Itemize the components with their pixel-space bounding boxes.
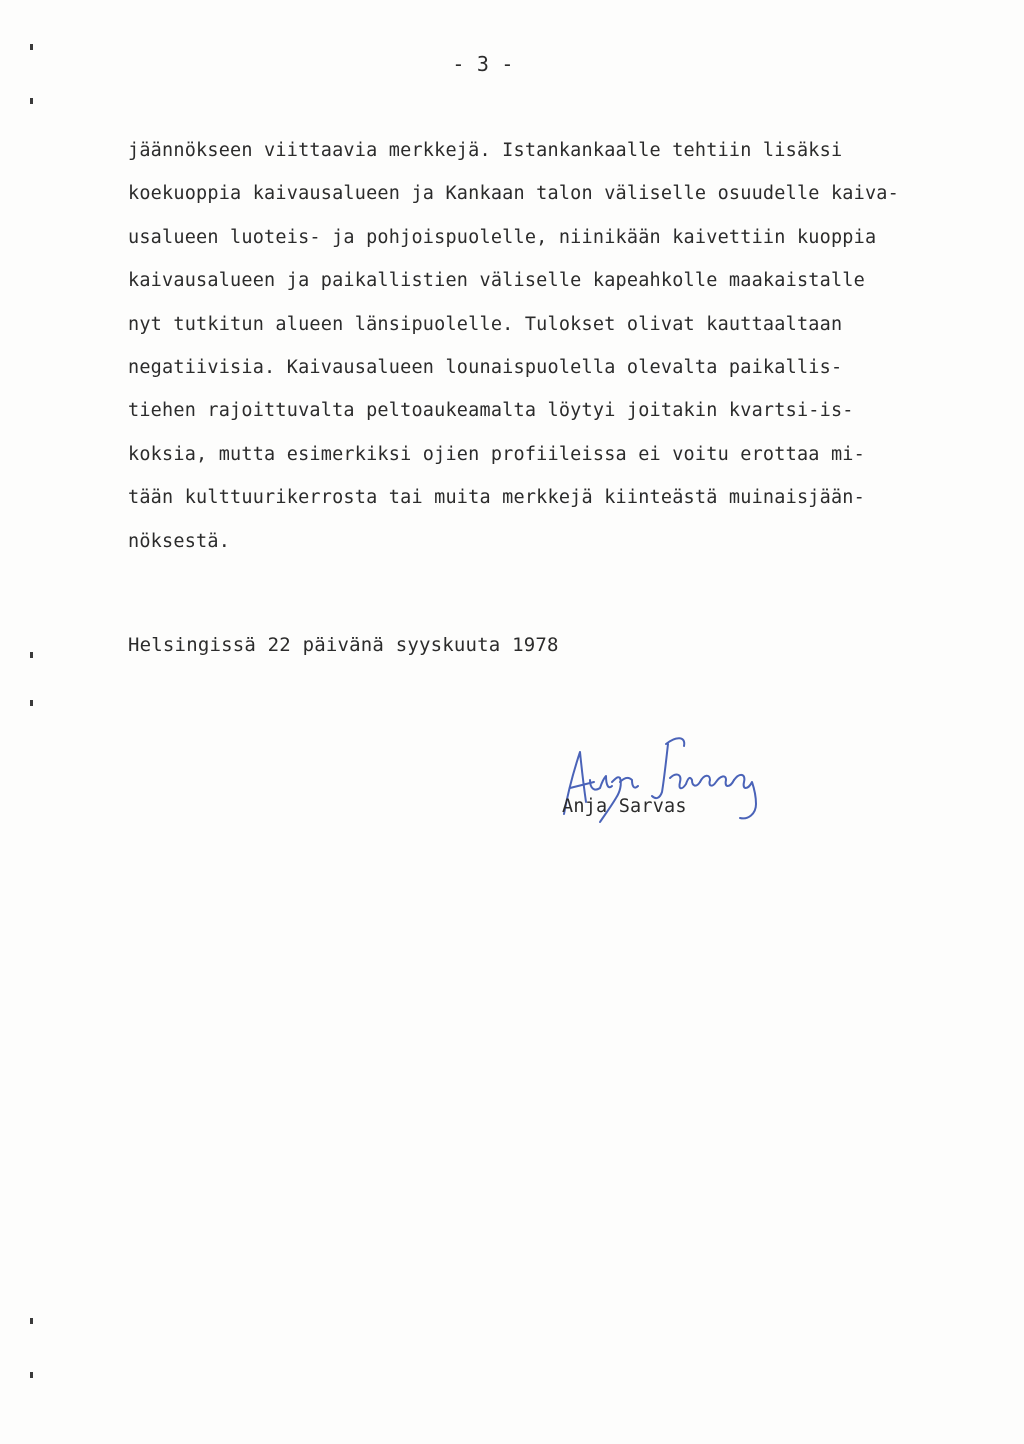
margin-mark — [30, 1372, 33, 1378]
margin-mark — [30, 98, 33, 104]
margin-mark — [30, 44, 33, 50]
signer-typed-name: Anja Sarvas — [562, 796, 687, 817]
place-and-date: Helsingissä 22 päivänä syyskuuta 1978 — [128, 634, 559, 656]
margin-mark — [30, 1318, 33, 1324]
handwritten-signature — [520, 722, 800, 842]
margin-mark — [30, 700, 33, 706]
body-line: koksia, mutta esimerkiksi ojien profiileissa ei voitu erottaa mi- — [128, 443, 865, 465]
body-line: jäännökseen viittaavia merkkejä. Istankankaalle tehtiin lisäksi — [128, 140, 843, 161]
body-line: usalueen luoteis- ja pohjoispuolelle, niinikään kaivettiin kuoppia — [128, 226, 877, 248]
body-text — [128, 138, 988, 572]
body-line: nöksestä. — [128, 530, 231, 552]
body-line: tiehen rajoittuvalta peltoaukeamalta löytyi joitakin kvartsi-is- — [128, 400, 854, 422]
body-line: tään kulttuurikerrosta tai muita merkkejä kiinteästä muinaisjään- — [128, 487, 865, 509]
margin-mark — [30, 652, 33, 658]
signature-block — [520, 722, 800, 842]
body-line: kaivausalueen ja paikallistien väliselle kapeahkolle maakaistalle — [128, 270, 865, 292]
page-number: - 3 - — [452, 52, 514, 76]
body-line: nyt tutkitun alueen länsipuolelle. Tulokset olivat kauttaaltaan — [128, 313, 843, 335]
body-line: negatiivisia. Kaivausalueen lounaispuolella olevalta paikallis- — [128, 356, 843, 378]
body-line: koekuoppia kaivausalueen ja Kankaan talon väliselle osuudelle kaiva- — [128, 183, 899, 205]
